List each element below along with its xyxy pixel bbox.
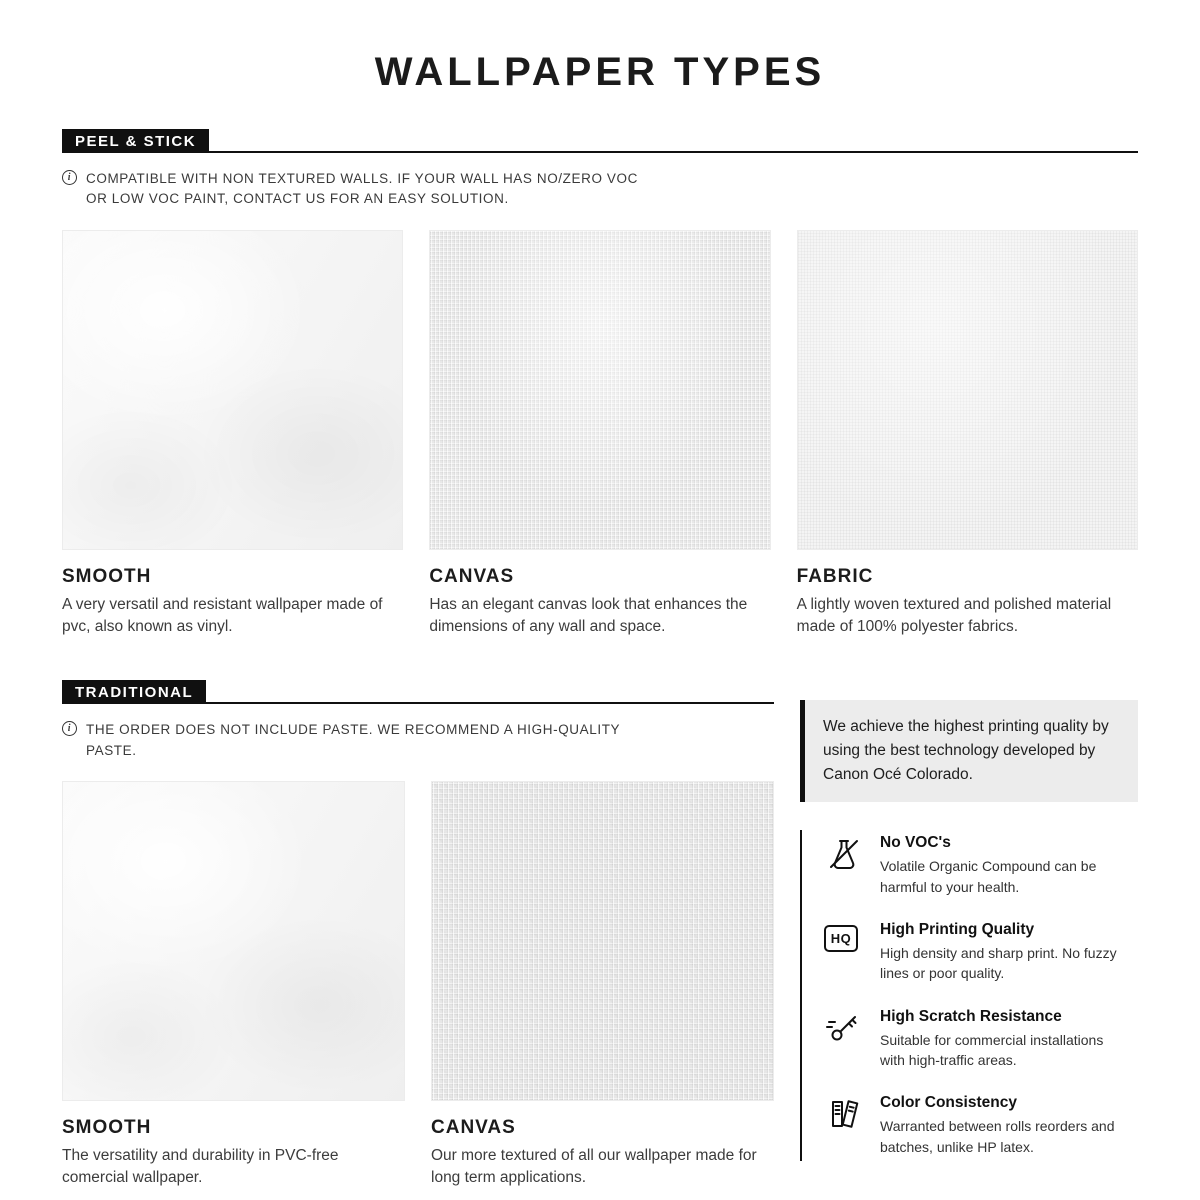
info-icon: i — [62, 721, 77, 736]
quality-column — [800, 680, 1138, 1189]
swatch-title: SMOOTH — [62, 565, 152, 587]
swatch-title: FABRIC — [796, 565, 874, 587]
scratch-resistance-icon — [824, 1008, 866, 1071]
feature-description: High density and sharp print. No fuzzy lines or poor quality. — [880, 945, 1117, 982]
hq-icon: HQ — [824, 921, 866, 984]
peel-stick-section-tag: PEEL & STICK — [62, 129, 209, 153]
feature-title: High Printing Quality — [880, 921, 1035, 939]
swatch-title: CANVAS — [431, 1116, 516, 1138]
swatch-description: The versatility and durability in PVC-free comercial wallpaper. — [62, 1146, 339, 1187]
peel-stick-section-rule — [209, 151, 1138, 153]
peel-stick-section-header — [62, 129, 1138, 153]
traditional-note — [62, 720, 774, 761]
swatch-description: A very versatil and resistant wallpaper made of pvc, also known as vinyl. — [62, 595, 383, 635]
feature-text — [880, 1008, 1130, 1071]
traditional-note-text: THE ORDER DOES NOT INCLUDE PASTE. WE RECOMMEND A HIGH-QUALITY PASTE. — [86, 722, 620, 758]
feature-description: Warranted between rolls reorders and batches, unlike HP latex. — [880, 1118, 1115, 1155]
smooth-texture-image — [62, 781, 405, 1101]
peel-stick-note — [62, 169, 1138, 210]
feature-text — [880, 834, 1130, 897]
fabric-texture-image — [797, 230, 1138, 550]
color-consistency-icon — [824, 1094, 866, 1157]
peel-stick-swatch-grid — [62, 230, 1138, 639]
printing-quality-callout: We achieve the highest printing quality by using the best technology developed by Canon Océ Colorado. — [800, 700, 1138, 802]
page-title: WALLPAPER TYPES — [374, 50, 826, 94]
feature-text — [880, 1094, 1130, 1157]
traditional-section-tag: TRADITIONAL — [62, 680, 206, 704]
feature-title: No VOC's — [880, 834, 951, 852]
swatch-traditional-smooth — [62, 781, 405, 1190]
no-voc-icon — [824, 834, 866, 897]
feature-high-printing-quality — [824, 921, 1138, 984]
info-icon: i — [62, 170, 77, 185]
swatch-title: SMOOTH — [62, 1116, 152, 1138]
swatch-peel-canvas — [429, 230, 770, 639]
swatch-description: Has an elegant canvas look that enhances the dimensions of any wall and space. — [429, 595, 748, 635]
canvas-texture-image — [431, 781, 774, 1101]
smooth-texture-image — [62, 230, 403, 550]
feature-scratch-resistance — [824, 1008, 1138, 1071]
feature-title: High Scratch Resistance — [880, 1007, 1062, 1025]
feature-list — [800, 830, 1138, 1160]
swatch-peel-smooth — [62, 230, 403, 639]
feature-no-voc — [824, 834, 1138, 897]
feature-title: Color Consistency — [880, 1094, 1017, 1112]
traditional-section-header — [62, 680, 774, 704]
feature-text — [880, 921, 1130, 984]
feature-color-consistency — [824, 1094, 1138, 1157]
feature-description: Suitable for commercial installations with high-traffic areas. — [880, 1031, 1104, 1068]
swatch-title: CANVAS — [429, 565, 515, 587]
traditional-section — [62, 680, 774, 1189]
swatch-description: Our more textured of all our wallpaper made for long term applications. — [431, 1146, 757, 1187]
feature-description: Volatile Organic Compound can be harmful to your health. — [880, 858, 1097, 895]
swatch-traditional-canvas — [431, 781, 774, 1190]
canvas-texture-image — [429, 230, 770, 550]
swatch-description: A lightly woven textured and polished material made of 100% polyester fabrics. — [796, 595, 1112, 635]
traditional-section-rule — [206, 702, 774, 704]
bottom-area — [62, 680, 1138, 1189]
peel-stick-note-text: COMPATIBLE WITH NON TEXTURED WALLS. IF YOUR WALL HAS NO/ZERO VOC OR LOW VOC PAINT, CONTACT US FOR AN EASY SOLUTION. — [86, 171, 638, 207]
swatch-peel-fabric — [797, 230, 1138, 639]
traditional-swatch-grid — [62, 781, 774, 1190]
